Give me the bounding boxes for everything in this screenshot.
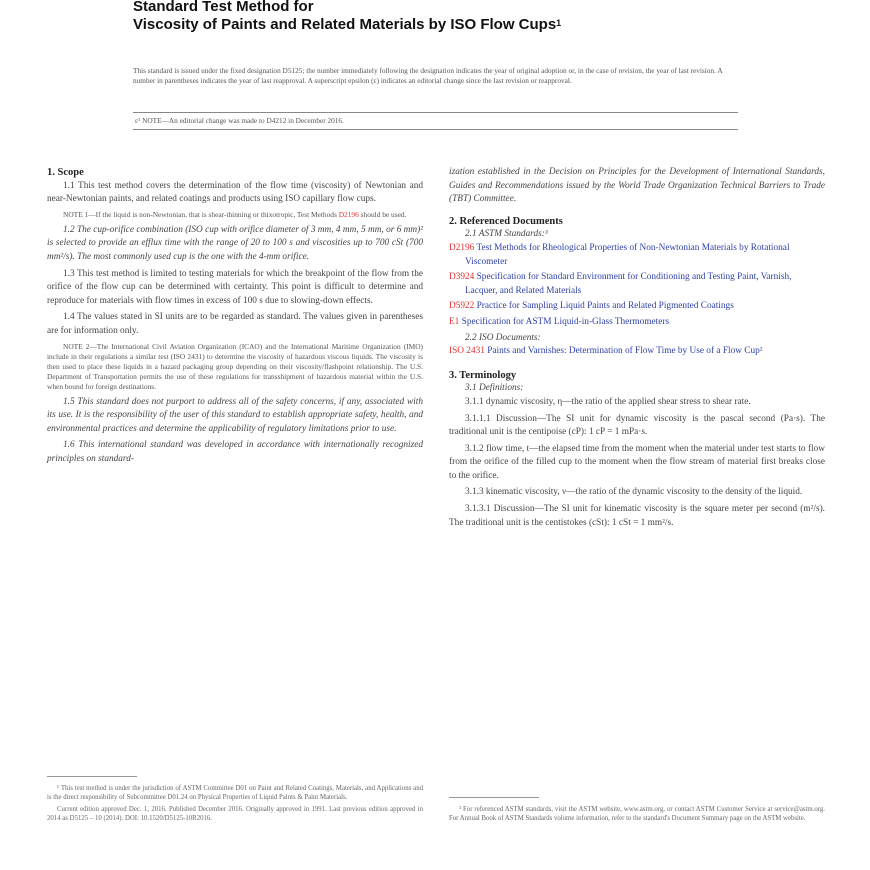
footnote-divider-left [47, 776, 137, 777]
reference-item[interactable] [449, 242, 825, 269]
reference-code[interactable]: D2196 [449, 242, 475, 253]
left-column [47, 166, 423, 470]
footnote: Current edition approved Dec. 1, 2016. Published December 2016. Originally approved in 1991. Last previous edition approved in 2014 as D5125 – 10 (2014). DOI: 10.1520/D5125-10R2016. [47, 805, 423, 822]
paragraph-1-4: 1.4 The values stated in SI units are to be regarded as standard. The values given in parentheses are for information only. [47, 312, 423, 336]
paragraph-1-6-continued: ization established in the Decision on Principles for the Development of International Standards, Guides and Recommendations issued by the World Trade Organization Technical Barriers to Trade (TBT) Committee. [449, 167, 825, 205]
footnotes-left [47, 784, 423, 825]
iso-reference[interactable] [449, 345, 825, 359]
paragraph-2-2: 2.2 ISO Documents: [465, 332, 541, 343]
reference-code[interactable]: D5922 [449, 301, 475, 312]
paragraph-3-1-1-1: 3.1.1.1 Discussion—The SI unit for dynamic viscosity is the pascal second (Pa·s). The traditional unit is the centipoise (cP): 1 cP = 1 mPa·s. [449, 413, 825, 438]
editorial-note: ε¹ NOTE—An editorial change was made to D4212 in December 2016. [133, 112, 738, 130]
reference-title[interactable]: Specification for Standard Environment for Conditioning and Testing Paint, Varnish, Lacquer, and Related Materials [465, 272, 792, 296]
paragraph-1-6: 1.6 This international standard was developed in accordance with internationally recognized principles on standard- [47, 440, 423, 464]
paragraph-1-1: 1.1 This test method covers the determination of the flow time (viscosity) of Newtonian and near-Newtonian paints, and related coatings and products using ISO capillary flow cups. [47, 180, 423, 205]
referenced-documents-heading: 2. Referenced Documents [449, 215, 563, 227]
note-2: NOTE 2—The International Civil Aviation Organization (ICAO) and the International Maritime Organization (IMO) include in their regulations a similar test (ISO 2431) to determine the viscosity of hazardous viscous liquids. The viscosity is then used to place these liquids in a hazard packaging group depending on their viscosity/flashpoint relationship. The U.S. Department of Transportation permits the use of these regulations for transshipment of hazardous material within the U.S. when bound for foreign destinations. [47, 341, 423, 391]
paragraph-1-3: 1.3 This test method is limited to testing materials for which the breakpoint of the flow from the orifice of the flow cup can be determined with certainty. This point is difficult to determine and reproduce for materials with flow times in excess of 100 s due to slowing-down effects. [47, 268, 423, 306]
title-footnote-marker: 1 [556, 18, 562, 28]
note-1 [47, 210, 423, 220]
title-text: Viscosity of Paints and Related Materials by ISO Flow Cups [133, 16, 557, 33]
paragraph-3-1-3: 3.1.3 kinematic viscosity, ν—the ratio of the dynamic viscosity to the density of the liquid. [465, 487, 803, 498]
reference-item[interactable] [449, 316, 825, 330]
reference-title[interactable]: Specification for ASTM Liquid-in-Glass Thermometers [459, 316, 670, 327]
paragraph-3-1-2: 3.1.2 flow time, t—the elapsed time from the moment when the material under test starts to flow from the orifice of the filled cup to the moment when the flow stream of material first breaks close to the orifice. [449, 443, 825, 481]
iso-title[interactable]: Paints and Varnishes: Determination of Flow Time by Use of a Flow Cup² [484, 346, 763, 357]
paragraph-1-2: 1.2 The cup-orifice combination (ISO cup with orifice diameter of 3 mm, 4 mm, 5 mm, or 6 mm)² is selected to provide an efflux time with the range of 20 to 100 s and viscosities up to 700 cSt (700 mm²/s). The most commonly used cup is the one with the 4-mm orifice. [47, 224, 423, 262]
reference-title[interactable]: Test Methods for Rheological Properties of Non-Newtonian Materials by Rotational Viscometer [465, 242, 790, 267]
scope-heading: 1. Scope [47, 167, 84, 178]
title-line-1: Standard Test Method for [133, 0, 314, 15]
note-1-link[interactable]: D2196 [338, 209, 359, 219]
footnote-divider-right [449, 797, 539, 798]
footnote: ³ For referenced ASTM standards, visit the ASTM website, www.astm.org, or contact ASTM Customer Service at service@astm.org. For Annual Book of ASTM Standards volume information, refer to the standard's Document Summary page on the ASTM website. [449, 806, 825, 823]
paragraph-2-1: 2.1 ASTM Standards:³ [465, 229, 548, 240]
reference-title[interactable]: Practice for Sampling Liquid Paints and Related Pigmented Coatings [474, 301, 734, 312]
document-header [133, 0, 753, 35]
iso-code[interactable]: ISO 2431 [449, 346, 485, 357]
designation-note: This standard is issued under the fixed designation D5125; the number immediately following the designation indicates the year of original adoption or, in the case of revision, the year of last revision. A number in parentheses indicates the year of last reapproval. A superscript epsilon (ε) indicates an editorial change since the last revision or reapproval. [133, 66, 723, 85]
reference-code[interactable]: D3924 [449, 272, 475, 283]
terminology-heading: 3. Terminology [449, 369, 517, 381]
footnote: ¹ This test method is under the jurisdiction of ASTM Committee D01 on Paint and Related Coatings, Materials, and Applications and is the direct responsibility of Subcommittee D01.24 on Physical Properties of Liquid Paints & Paint Materials. [47, 785, 423, 802]
title-line-2 [133, 15, 753, 35]
reference-code[interactable]: E1 [449, 316, 460, 327]
reference-item[interactable] [449, 271, 825, 298]
note-1-pre: NOTE 1—If the liquid is non-Newtonian, that is shear-thinning or thixotropic, Test Methods [63, 209, 339, 219]
right-column [449, 166, 825, 533]
paragraph-3-1-3-1: 3.1.3.1 Discussion—The SI unit for kinematic viscosity is the square meter per second (m²/s). The traditional unit is the centistokes (cSt): 1 cSt = 1 mm²/s. [449, 504, 825, 528]
reference-item[interactable] [449, 300, 825, 314]
note-1-post: should be used. [358, 209, 407, 219]
paragraph-3-1: 3.1 Definitions: [465, 383, 524, 394]
paragraph-3-1-1: 3.1.1 dynamic viscosity, η—the ratio of the applied shear stress to shear rate. [465, 396, 751, 407]
footnotes-right [449, 805, 825, 826]
paragraph-1-5: 1.5 This standard does not purport to address all of the safety concerns, if any, associated with its use. It is the responsibility of the user of this standard to establish appropriate safety, health, and environmental practices and determine the applicability of regulatory limitations prior to use. [47, 396, 423, 434]
